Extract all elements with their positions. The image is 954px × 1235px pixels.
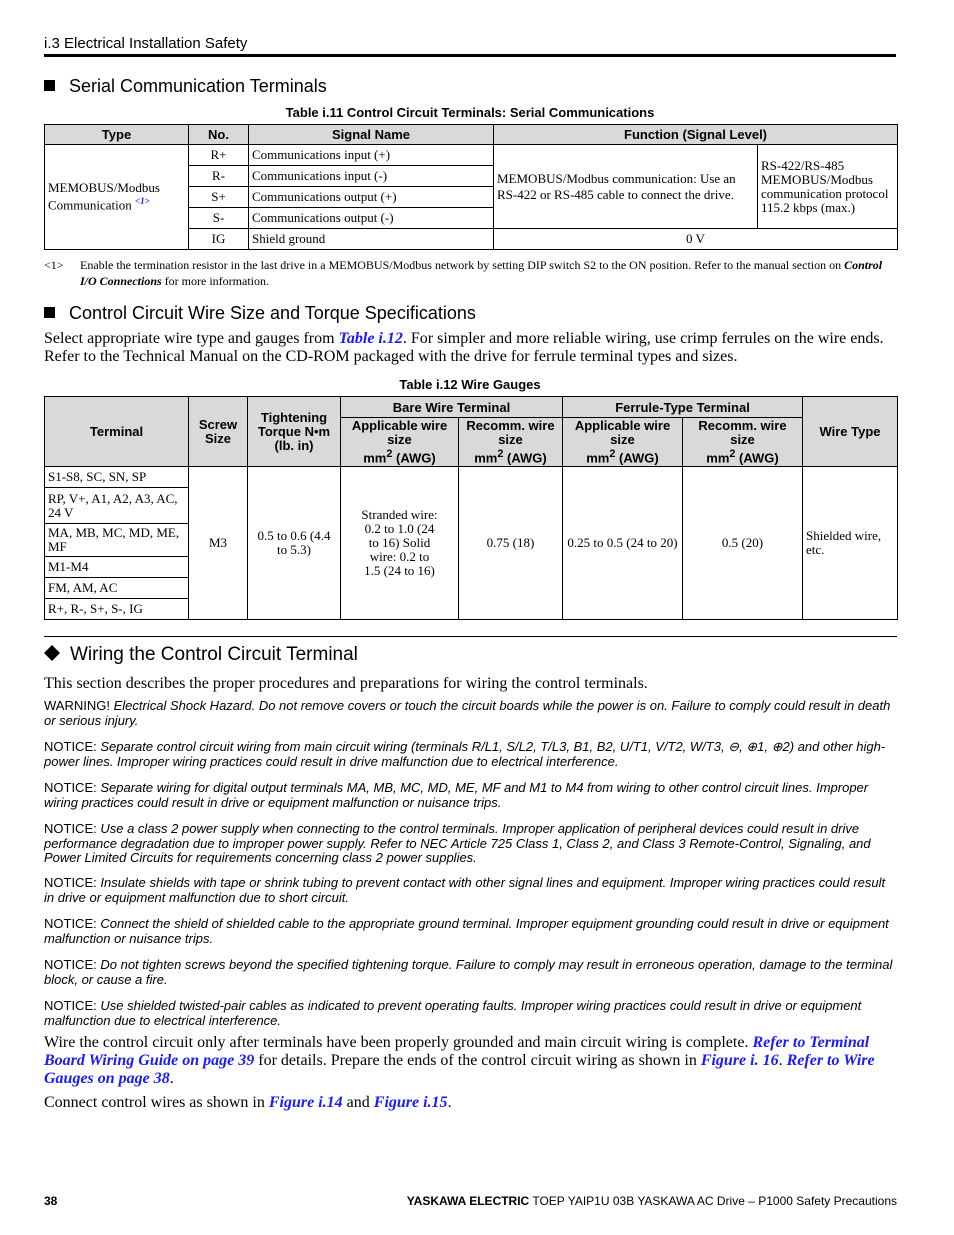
- bare-recomm-cell: 0.75 (18): [459, 467, 563, 620]
- col-header: No.: [189, 125, 249, 145]
- table-cell: S+: [189, 187, 249, 208]
- notice-block: [44, 781, 897, 810]
- notice-label: NOTICE:: [44, 739, 97, 754]
- notice-block: [44, 917, 897, 946]
- notice-text: Separate control circuit wiring from main circuit wiring (terminals R/L1, S/L2, T/L3, B1, B2, U/T1, V/T2, W/T3, ⊖, ⊕1, ⊕2) and other high-power lines. Improper wiring practices could result in drive malfunction due to electrical interference.: [44, 739, 886, 769]
- table-caption: Table i.12 Wire Gauges: [399, 377, 541, 392]
- table-caption: Table i.11 Control Circuit Terminals: Serial Communications: [285, 105, 655, 120]
- footnote: <1> Enable the termination resistor in the last drive in a MEMOBUS/Modbus network by setting DIP switch S2 to the ON position. Refer to the manual section on Control I/O Connections for more information.: [44, 258, 883, 288]
- notice-block: [44, 876, 897, 905]
- warning-label: WARNING!: [44, 698, 110, 713]
- section-rule: [44, 636, 897, 637]
- col-subheader: Applicable wire size $mm^2$ (AWG): [563, 418, 683, 467]
- notice-text: Use a class 2 power supply when connecting to the control terminals. Improper application of peripheral devices could result in drive performance degradation due to improper power supply. Refer to NEC Article 725 Class 1, Class 2, and Class 3 Remote-Control, Signaling, and Power Limited Circuits for requirements concerning class 2 power supplies.: [44, 821, 871, 865]
- paragraph-connect: Connect control wires as shown in Figure i.14 and Figure i.15.: [44, 1094, 452, 1111]
- terminal-cell: R+, R-, S+, S-, IG: [45, 599, 189, 620]
- table-cell: Communications output (-): [249, 208, 494, 229]
- table-cell: Communications input (+): [249, 145, 494, 166]
- table-cell: Shield ground: [249, 229, 494, 250]
- ferrule-recomm-cell: 0.5 (20): [683, 467, 803, 620]
- footer-doc: YASKAWA ELECTRIC TOEP YAIP1U 03B YASKAWA AC Drive – P1000 Safety Precautions: [406, 1194, 897, 1208]
- paragraph-wire-select: Select appropriate wire type and gauges from Table i.12. For simpler and more reliable wiring, use crimp ferrules on the wire ends. Refer to the Technical Manual on the CD-ROM packaged with the drive for ferrule terminal types and sizes.: [44, 330, 884, 365]
- col-header: Screw Size: [189, 397, 248, 467]
- signal-level-cell: RS-422/RS-485 MEMOBUS/Modbus communication protocol 115.2 kbps (max.): [758, 145, 898, 229]
- running-header: [44, 35, 896, 57]
- notice-text: Use shielded twisted-pair cables as indicated to prevent operating faults. Improper wiring practices could result in drive or equipment malfunction due to electrical interference.: [44, 998, 862, 1028]
- notice-block: [44, 958, 897, 987]
- col-header: Function (Signal Level): [494, 125, 898, 145]
- wire-gauges-table: [44, 396, 898, 620]
- table-cell: Communications input (-): [249, 166, 494, 187]
- terminal-cell: FM, AM, AC: [45, 578, 189, 599]
- function-cell: MEMOBUS/Modbus communication: Use an RS-422 or RS-485 cable to connect the drive.: [494, 145, 758, 229]
- table-cell: Communications output (+): [249, 187, 494, 208]
- notice-label: NOTICE:: [44, 916, 97, 931]
- col-header: Terminal: [45, 397, 189, 467]
- notice-text: Separate wiring for digital output terminals MA, MB, MC, MD, ME, MF and M1 to M4 from wiring to other control circuit lines. Improper wiring practices could result in drive or equipment malfunction or nuisance trips.: [44, 780, 869, 810]
- wire-gauges-link[interactable]: Refer to Wire Gauges on page 38: [44, 1052, 875, 1087]
- figure-i14-link[interactable]: Figure i.14: [268, 1094, 343, 1111]
- notice-label: NOTICE:: [44, 957, 97, 972]
- col-subheader: Applicable wire size $mm^2$ (AWG): [341, 418, 459, 467]
- running-header-title: i.3 Electrical Installation Safety: [44, 35, 248, 52]
- footer-brand: YASKAWA ELECTRIC: [406, 1194, 530, 1208]
- footnote-mark: <1>: [44, 258, 64, 272]
- col-header: Bare Wire Terminal: [341, 397, 563, 418]
- notice-label: NOTICE:: [44, 875, 97, 890]
- notice-label: NOTICE:: [44, 998, 97, 1013]
- table-i12-link[interactable]: Table i.12: [338, 330, 403, 347]
- col-header: Tightening Torque N•m (lb. in): [248, 397, 341, 467]
- section-heading-wire-size: Control Circuit Wire Size and Torque Specifications: [44, 303, 476, 324]
- col-header: Type: [45, 125, 189, 145]
- screw-cell: M3: [189, 467, 248, 620]
- square-bullet-icon: [44, 307, 55, 318]
- notice-text: Connect the shield of shielded cable to the appropriate ground terminal. Improper equipment grounding could result in drive or equipment malfunction or nuisance trips.: [44, 916, 889, 946]
- figure-i16-link[interactable]: Figure i. 16: [700, 1052, 779, 1069]
- diamond-bullet-icon: [44, 645, 60, 661]
- section-heading-wiring: Wiring the Control Circuit Terminal: [44, 644, 358, 666]
- footnote-ref: Control I/O Connections: [80, 258, 883, 288]
- notice-text: Do not tighten screws beyond the specified tightening torque. Failure to comply may result in erroneous operation, damage to the terminal block, or cause a fire.: [44, 957, 893, 987]
- paragraph-wire-after: Wire the control circuit only after terminals have been properly grounded and main circuit wiring is complete. Refer to Terminal Board Wiring Guide on page 39 for details. Prepare the ends of the control circuit wiring as shown in Figure i. 16. Refer to Wire Gauges on page 38.: [44, 1034, 875, 1087]
- notice-block: [44, 999, 897, 1028]
- col-subheader: Recomm. wire size $mm^2$ (AWG): [459, 418, 563, 467]
- page-footer: [44, 1194, 897, 1208]
- notice-label: NOTICE:: [44, 780, 97, 795]
- table-cell: S-: [189, 208, 249, 229]
- wire-type-cell: Shielded wire, etc.: [803, 467, 898, 620]
- table-cell: 0 V: [494, 229, 898, 250]
- paragraph-intro: This section describes the proper procedures and preparations for wiring the control terminals.: [44, 675, 648, 692]
- page-number: 38: [44, 1194, 58, 1208]
- section-heading-serial: Serial Communication Terminals: [44, 76, 327, 97]
- serial-comm-table: [44, 124, 898, 250]
- terminal-board-guide-link[interactable]: Refer to Terminal Board Wiring Guide on page 39: [44, 1034, 870, 1069]
- notice-block: [44, 740, 897, 769]
- terminal-cell: MA, MB, MC, MD, ME, MF: [45, 524, 189, 557]
- terminal-cell: M1-M4: [45, 557, 189, 578]
- table-cell: IG: [189, 229, 249, 250]
- notice-text: Insulate shields with tape or shrink tubing to prevent contact with other signal lines and equipment. Improper wiring practices could result in drive or equipment malfunction due to short circuit.: [44, 875, 886, 905]
- table-cell: R+: [189, 145, 249, 166]
- ferrule-applicable-cell: 0.25 to 0.5 (24 to 20): [563, 467, 683, 620]
- table-cell: R-: [189, 166, 249, 187]
- col-header: Wire Type: [803, 397, 898, 467]
- notice-label: NOTICE:: [44, 821, 97, 836]
- terminal-cell: RP, V+, A1, A2, A3, AC, 24 V: [45, 488, 189, 524]
- figure-i15-link[interactable]: Figure i.15: [373, 1094, 448, 1111]
- warning-text: Electrical Shock Hazard. Do not remove covers or touch the circuit boards while the power is on. Failure to comply could result in death or serious injury.: [44, 698, 891, 728]
- type-cell: MEMOBUS/Modbus Communication $^{<1>}$: [45, 145, 189, 250]
- notice-block: [44, 822, 897, 866]
- col-header: Ferrule-Type Terminal: [563, 397, 803, 418]
- col-header: Signal Name: [249, 125, 494, 145]
- col-subheader: Recomm. wire size $mm^2$ (AWG): [683, 418, 803, 467]
- square-bullet-icon: [44, 80, 55, 91]
- terminal-cell: S1-S8, SC, SN, SP: [45, 467, 189, 488]
- torque-cell: 0.5 to 0.6 (4.4 to 5.3): [248, 467, 341, 620]
- footnote-ref-link[interactable]: <1>: [135, 196, 150, 207]
- bare-applicable-cell: Stranded wire: 0.2 to 1.0 (24 to 16) Solid wire: 0.2 to 1.5 (24 to 16): [341, 467, 459, 620]
- warning-block: [44, 699, 897, 728]
